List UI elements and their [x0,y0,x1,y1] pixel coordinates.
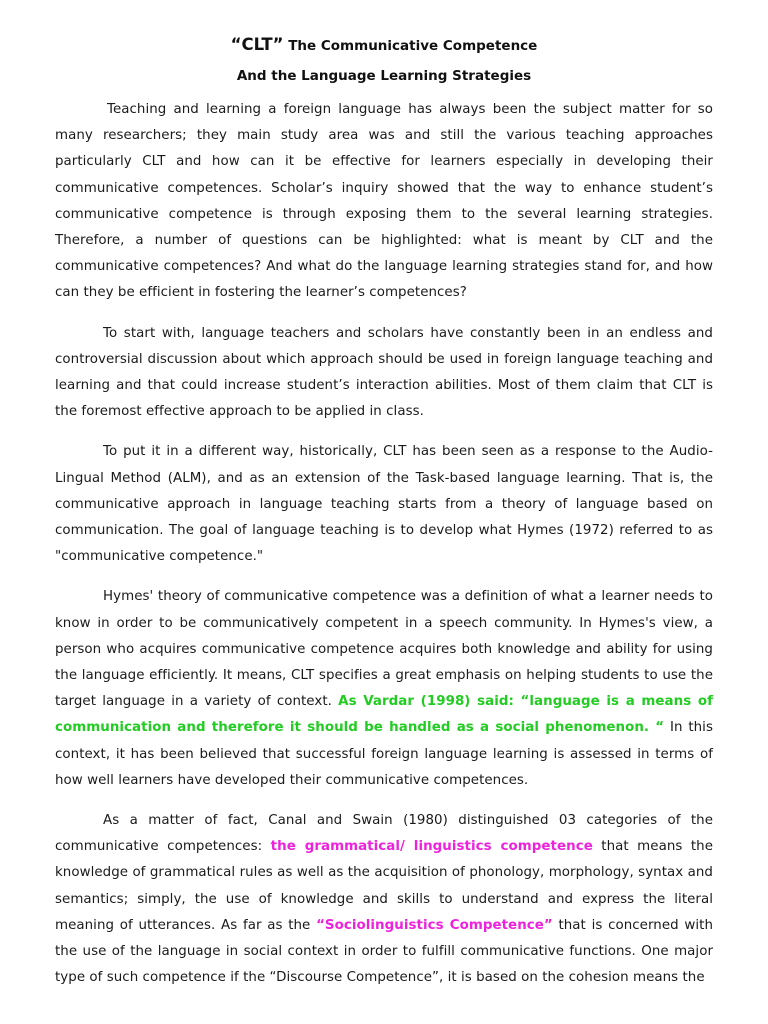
sociolinguistics-competence-highlight: “Sociolinguistics Competence” [316,917,553,933]
paragraph-5-text-middle: that means the knowledge of grammatical rules as well as the acquisition of phonology, morphology, syntax and semantics; simply, the use of knowledge and skills to understand and express the literal meaning of utterances. As far as the [55,839,713,933]
paragraph-2: To start with, language teachers and scholars have constantly been in an endless and controversial discussion about which approach should be used in foreign language teaching and learning and that could increase student’s interaction abilities. Most of them claim that CLT is the foremost effective approach to be applied in class. [55,325,713,420]
title-line-1-rest: The Communicative Competence [283,38,538,54]
paragraph-1: Teaching and learning a foreign language has always been the subject matter for so many researchers; they main study area was and still the various teaching approaches particularly CLT and how can it be effective for learners especially in developing their communicative competences. Scholar’s inquiry showed that the way to enhance student’s communicative competence is through exposing them to the several learning strategies. Therefore, a number of questions can be highlighted: what is meant by CLT and the communicative competences? And what do the language learning strategies stand for, and how can they be efficient in fostering the learner’s competences? [55,102,713,301]
paragraph-4-text-after: In this context, it has been believed that successful foreign language learning is assessed in terms of how well learners have developed their communicative competences. [55,720,713,788]
vardar-quote-highlight: As Vardar (1998) said: “language is a means of communication and therefore it should be handled as a social phenomenon. “ [55,694,713,736]
paragraph-5 [55,808,713,991]
paragraph-5-text-before: As a matter of fact, Canal and Swain (1980) distinguished 03 categories of the communicative competences: [55,813,713,855]
document-body [55,97,713,1006]
paragraph-4-text-before: Hymes' theory of communicative competence was a definition of what a learner needs to know in order to be communicatively competent in a speech community. In Hymes's view, a person who acquires communicative competence acquires both knowledge and ability for using the language efficiently. It means, CLT specifies a great emphasis on helping students to use the target language in a variety of context. [55,589,713,710]
paragraph-5-text-after: that is concerned with the use of the language in social context in order to fulfill communicative functions. One major type of such competence if the “Discourse Competence”, it is based on the cohesion means the [55,917,713,986]
paragraph-4 [55,584,713,794]
document-title-line-1 [0,35,768,54]
grammatical-competence-highlight: the grammatical/ linguistics competence [270,839,593,855]
paragraph-3: To put it in a different way, historically, CLT has been seen as a response to the Audio-Lingual Method (ALM), and as an extension of the Task-based language learning. That is, the communicative approach in language teaching starts from a theory of language based on communication. The goal of language teaching is to develop what Hymes (1972) referred to as "communicative competence." [55,444,713,565]
document-title-line-2: And the Language Learning Strategies [236,68,532,84]
title-clt: “CLT” [230,35,284,54]
